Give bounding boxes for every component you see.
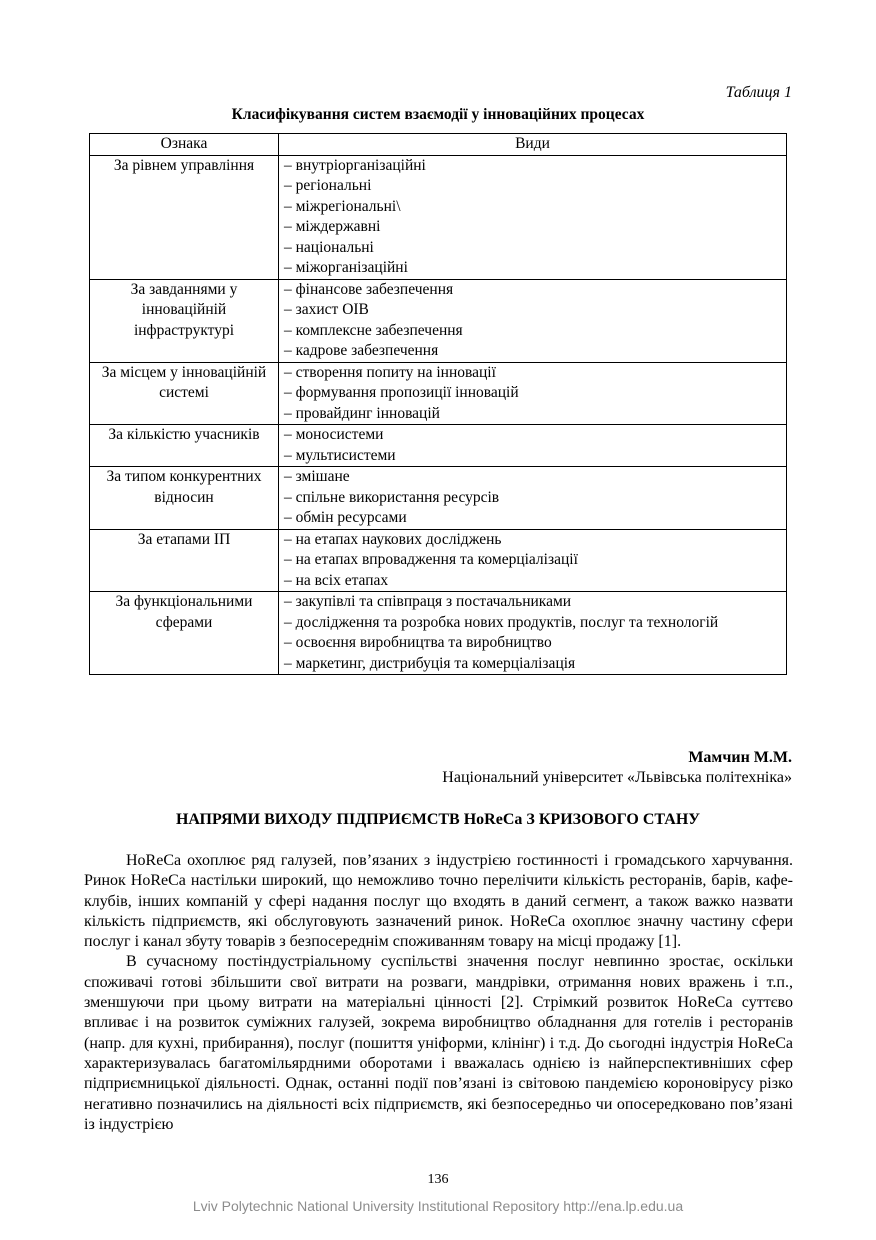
row-kinds [279,529,787,592]
kind-item: – комплексне забезпечення [284,321,463,339]
kind-item: – міжорганізаційні [284,259,408,276]
row-kinds [279,279,787,362]
body-paragraph: В сучасному постіндустріальному суспільстві значення послуг невпинно зростає, оскільки споживачі готові збільшити свої витрати на розваги, мандрівки, отримання нових вражень і т.п., зменшуючи при цьому витрати на матеріальні цінності [2]. Стрімкий розвиток HoReCa суттєво впливає і на розвиток суміжних галузей, зокрема виробництво обладнання для готелів і ресторанів (напр. для кухні, прибирання), послуг (пошиття уніформи, клінінг) і т.д. До сьогодні індустрія HoReCa характеризувалась багатомільярдними оборотами і вважалась однією із найперспективніших сфер підприємницької діяльності. Однак, останні події пов’язані із світовою пандемією короновірусу різко негативно позначились на діяльності всіх підприємств, які безпосередньо чи опосередковано пов’язані із індустрією [84,953,793,1133]
row-sign: За типом конкурентних відносин [90,467,279,530]
kind-item: – захист ОІВ [284,301,369,318]
row-kinds [279,592,787,675]
kind-item: – маркетинг, дистрибуція та комерціалізація [284,654,576,672]
classification-table [89,133,787,675]
table-row [90,362,787,425]
kind-item: – на всіх етапах [284,571,389,589]
kind-item: – кадрове забезпечення [284,342,439,359]
kind-item: – регіональні [284,177,372,194]
article-title: НАПРЯМИ ВИХОДУ ПІДПРИЄМСТВ HoReCa З КРИЗОВОГО СТАНУ [175,811,701,828]
table-row [90,279,787,362]
kind-item: – моносистеми [284,426,384,443]
row-sign: За завданнями у інноваційній інфраструктурі [90,279,279,362]
kind-item: – формування пропозиції інновацій [284,384,519,401]
kind-item: – фінансове забезпечення [284,280,454,298]
article-author: Мамчин М.М. [688,749,792,766]
kind-item: – закупівлі та співпраця з постачальниками [284,593,572,610]
row-kinds [279,155,787,279]
kind-item: – на етапах впровадження та комерціалізації [284,551,578,568]
row-kinds [279,425,787,467]
row-kinds [279,467,787,530]
header-sign: Ознака [90,134,279,156]
row-kinds [279,362,787,425]
kind-item: – обмін ресурсами [284,509,407,526]
row-sign: За етапами ІП [90,529,279,592]
kind-item: – внутріорганізаційні [284,156,426,174]
row-sign: За місцем у інноваційній системі [90,362,279,425]
repository-footer: Lviv Polytechnic National University Institutional Repository http://ena.lp.edu.ua [192,1198,684,1214]
kind-item: – змішане [284,468,350,485]
row-sign: За рівнем управління [90,155,279,279]
kind-item: – на етапах наукових досліджень [284,530,502,548]
kind-item: – створення попиту на інновації [284,363,496,381]
body-paragraph: HoReCa охоплює ряд галузей, пов’язаних з індустрією гостинності і громадського харчування. Ринок HoReCa настільки широкий, що неможливо точно перелічити кількість ресторанів, барів, кафе-клубів, інших компаній у сфері надання послуг що входять в даний сегмент, а також важко назвати кількість підприємств, які обслуговують зазначений ринок. HoReCa охоплює значну частину сфери послуг і канал збуту товарів з безпосереднім споживанням товару на місці продажу [1]. [84,852,793,951]
row-sign: За функціональними сферами [90,592,279,675]
table-row [90,155,787,279]
table-number-label: Таблиця 1 [725,84,792,101]
article-affiliation: Національний університет «Львівська політехніка» [442,769,792,786]
kind-item: – спільне використання ресурсів [284,488,500,506]
table-caption: Класифікування систем взаємодії у інноваційних процесах [231,106,645,123]
kind-item: – мультисистеми [284,446,396,464]
kind-item: – національні [284,238,374,256]
kind-item: – освоєння виробництва та виробництво [284,634,552,651]
kind-item: – провайдинг інновацій [284,404,440,422]
kind-item: – міжрегіональні\ [284,197,401,215]
table-row [90,425,787,467]
kind-item: – дослідження та розробка нових продуктів, послуг та технологій [284,613,719,631]
row-sign: За кількістю учасників [90,425,279,467]
table-row [90,529,787,592]
header-kinds: Види [279,134,787,156]
table-row [90,592,787,675]
table-header-row [90,134,787,156]
article-body [84,851,793,1135]
table-row [90,467,787,530]
page-number: 136 [427,1172,449,1187]
kind-item: – міждержавні [284,218,381,235]
